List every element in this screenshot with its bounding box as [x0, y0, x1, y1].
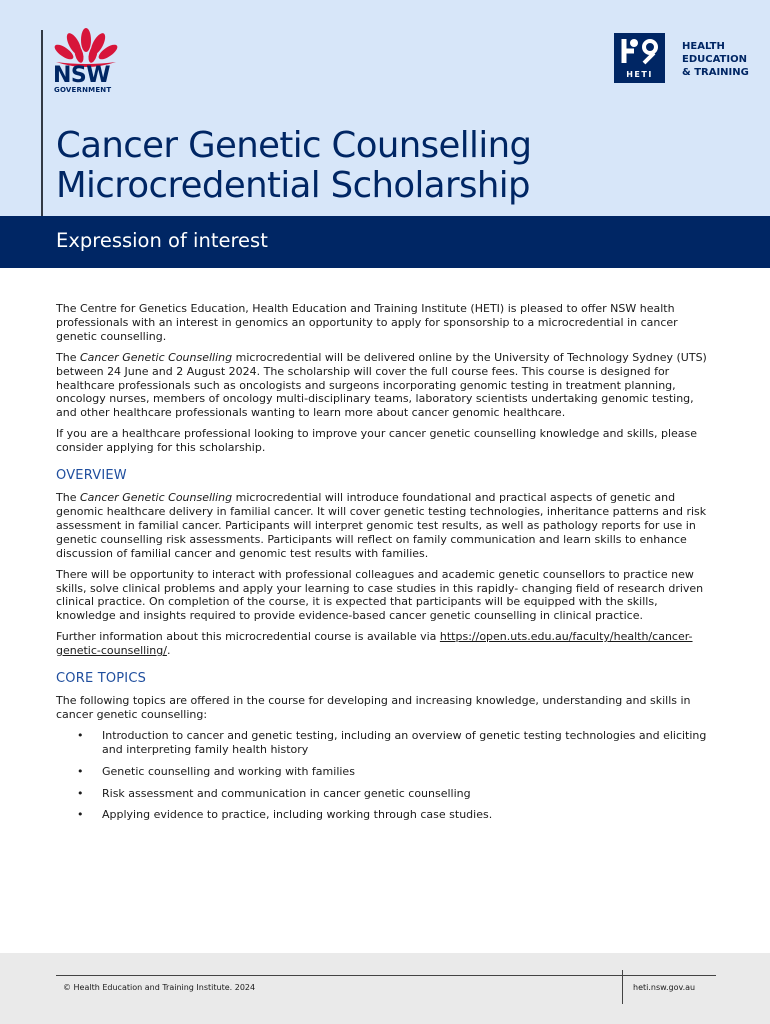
- course-info-link[interactable]: https://open.uts.edu.au/faculty/health/cancer-genetic-counselling/: [56, 630, 693, 658]
- overview-paragraph-1: [56, 491, 716, 561]
- core-topics-heading: CORE TOPICS: [56, 671, 147, 687]
- heti-line-1: HEALTH: [682, 41, 725, 52]
- list-item: [56, 765, 716, 779]
- heti-line-3: & TRAINING: [682, 67, 749, 78]
- heti-mark-icon: [614, 33, 665, 83]
- overview-p3-pre: Further information about this microcredential course is available via: [56, 630, 440, 644]
- page-title: [56, 126, 531, 206]
- course-name-emphasis: Cancer Genetic Counselling: [79, 491, 233, 505]
- list-item-text: Genetic counselling and working with families: [102, 764, 355, 778]
- intro-paragraph-3: If you are a healthcare professional looking to improve your cancer genetic counselling knowledge and skills, please consider applying for this scholarship.: [56, 427, 698, 455]
- overview-heading: OVERVIEW: [56, 468, 127, 484]
- nsw-wordmark: NSW: [53, 63, 111, 88]
- overview-p1-post: microcredential will introduce foundational and practical aspects of genetic and genomic healthcare delivery in familial cancer. It will cover genetic testing technologies, inheritance patterns and risk assessment in familial cancer. Participants will interpret genomic test results, as well as pathology reports for use in genetic counselling risk assessments. Participants will reflect on family communication and learn skills to enhance discussion of familial cancer and genomic test results with families.: [56, 491, 707, 560]
- intro-paragraph-2: [56, 351, 716, 421]
- intro-paragraph-1: The Centre for Genetics Education, Health Education and Training Institute (HETI) is pleased to offer NSW health professionals with an interest in genomics an opportunity to apply for sponsorship to a microcredential in cancer genetic counselling.: [56, 302, 678, 343]
- intro-p2-post: microcredential will be delivered online by the University of Technology Sydney (UTS) between 24 June and 2 August 2024. The scholarship will cover the full course fees. This course is designed for healthcare professionals such as oncologists and surgeons incorporating genomic testing in treatment planning, oncology nurses, members of oncology multi-disciplinary teams, laboratory scientists undertaking genomic testing, and other healthcare professionals wanting to learn more about cancer genomic healthcare.: [56, 350, 707, 420]
- footer-vertical-divider: [622, 970, 623, 1004]
- heti-box-label: HETI: [626, 70, 653, 79]
- header-vertical-rule: [41, 30, 43, 216]
- heti-wordmark: [682, 40, 749, 79]
- heti-logo-icon: [614, 33, 665, 83]
- overview-p1-pre: The: [56, 491, 80, 505]
- list-item-text: Risk assessment and communication in cancer genetic counselling: [102, 786, 471, 800]
- core-topics-list: [56, 729, 716, 823]
- overview-p3-post: .: [166, 644, 171, 658]
- list-item: [56, 787, 716, 801]
- course-name-emphasis: Cancer Genetic Counselling: [79, 350, 233, 364]
- list-item-text: Applying evidence to practice, including working through case studies.: [102, 808, 493, 822]
- overview-paragraph-2: There will be opportunity to interact with professional colleagues and academic genetic counsellors to practice new skills, solve clinical problems and apply your learning to case studies in this rapidly- changing field of research driven clinical practice. On completion of the course, it is expected that participants will be equipped with the skills, knowledge and insights required to provide evidence-based cancer genetic counselling in clinical practice.: [56, 567, 704, 623]
- page-subtitle: Expression of interest: [56, 229, 268, 252]
- nsw-government-label: GOVERNMENT: [54, 86, 112, 94]
- title-line-2: Microcredential Scholarship: [56, 165, 530, 206]
- heti-line-2: EDUCATION: [682, 54, 747, 65]
- bullet-icon: •: [77, 808, 84, 822]
- website-url: heti.nsw.gov.au: [633, 983, 696, 992]
- intro-p2-pre: The: [56, 350, 80, 364]
- document-body: [56, 302, 716, 830]
- list-item: [56, 808, 716, 822]
- bullet-icon: •: [77, 764, 84, 778]
- footer-divider: [56, 975, 716, 976]
- core-topics-intro: The following topics are offered in the course for developing and increasing knowledge, understanding and skills in cancer genetic counselling:: [56, 694, 691, 721]
- list-item: [56, 729, 716, 757]
- title-line-1: Cancer Genetic Counselling: [56, 125, 532, 166]
- bullet-icon: •: [77, 786, 84, 800]
- bullet-icon: •: [77, 728, 84, 742]
- copyright-text: © Health Education and Training Institute. 2024: [63, 983, 256, 992]
- list-item-text: Introduction to cancer and genetic testing, including an overview of genetic testing technologies and eliciting and interpreting family health history: [102, 728, 707, 756]
- overview-paragraph-3: [56, 630, 716, 658]
